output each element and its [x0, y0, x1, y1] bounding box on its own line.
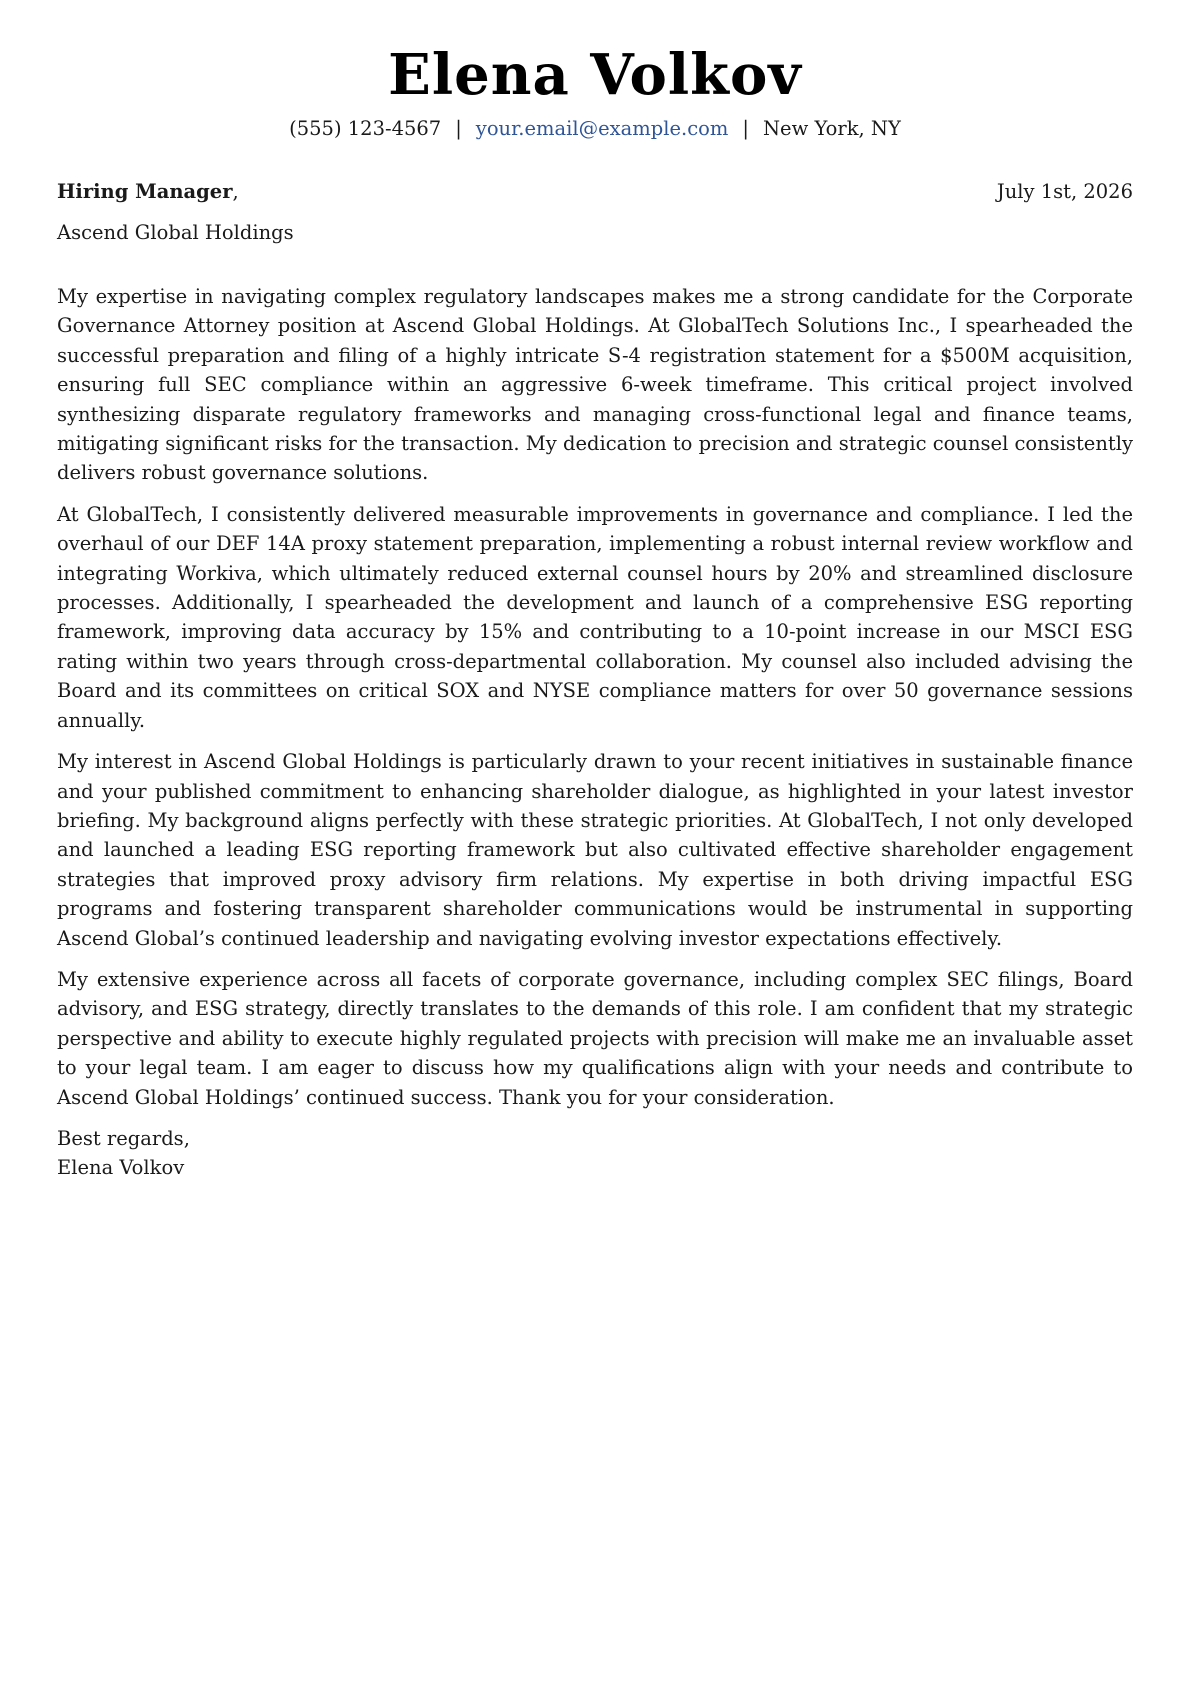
- recipient-name: Hiring Manager: [57, 180, 233, 203]
- recipient-suffix: ,: [232, 180, 239, 203]
- body-paragraph: My extensive experience across all facets of corporate governance, including complex SEC filings, Board advisory, and ESG strategy, directly translates to the demands of this role. I am confident that my strategic perspective and ability to execute highly regulated projects with precision will make me an invaluable asset to your legal team. I am eager to discuss how my qualifications align with your needs and contribute to Ascend Global Holdings’ continued success. Thank you for your consideration.: [57, 967, 1133, 1109]
- recipient-company: Ascend Global Holdings: [57, 221, 294, 244]
- contact-separator: |: [742, 117, 749, 140]
- body-paragraph: My interest in Ascend Global Holdings is particularly drawn to your recent initiatives in sustainable finance and your published commitment to enhancing shareholder dialogue, as highlighted in your latest investor briefing. My background aligns perfectly with these strategic priorities. At GlobalTech, I not only developed and launched a leading ESG reporting framework but also cultivated effective shareholder engagement strategies that improved proxy advisory firm relations. My expertise in both driving impactful ESG programs and fostering transparent shareholder communications would be instrumental in supporting Ascend Global’s continued leadership and navigating evolving investor expectations effectively.: [57, 750, 1133, 950]
- email-link[interactable]: your.email@example.com: [475, 117, 729, 140]
- location: New York, NY: [762, 117, 901, 140]
- letter-body: [57, 282, 1133, 1183]
- recipient-row: [57, 178, 1133, 206]
- body-paragraph: My expertise in navigating complex regulatory landscapes makes me a strong candidate for the Corporate Governance Attorney position at Ascend Global Holdings. At GlobalTech Solutions Inc., I spearheaded the successful preparation and filing of a highly intricate S-4 registration statement for a $500M acquisition, ensuring full SEC compliance within an aggressive 6-week timeframe. This critical project involved synthesizing disparate regulatory frameworks and managing cross-functional legal and finance teams, mitigating significant risks for the transaction. My dedication to precision and strategic counsel consistently delivers robust governance solutions.: [57, 285, 1133, 485]
- sender-name: Elena Volkov: [388, 42, 802, 108]
- closing-salutation: Best regards,: [57, 1126, 190, 1150]
- contact-line: [57, 116, 1133, 142]
- closing-signature: Elena Volkov: [57, 1156, 185, 1180]
- closing-block: [57, 1124, 1133, 1183]
- letter-date: July 1st, 2026: [996, 180, 1133, 203]
- body-paragraph: At GlobalTech, I consistently delivered measurable improvements in governance and compliance. I led the overhaul of our DEF 14A proxy statement preparation, implementing a robust internal review workflow and integrating Workiva, which ultimately reduced external counsel hours by 20% and streamlined disclosure processes. Additionally, I spearheaded the development and launch of a comprehensive ESG reporting framework, improving data accuracy by 15% and contributing to a 10-point increase in our MSCI ESG rating within two years through cross-departmental collaboration. My counsel also included advising the Board and its committees on critical SOX and NYSE compliance matters for over 50 governance sessions annually.: [57, 502, 1133, 732]
- phone-number: (555) 123-4567: [289, 117, 442, 140]
- contact-separator: |: [455, 117, 462, 140]
